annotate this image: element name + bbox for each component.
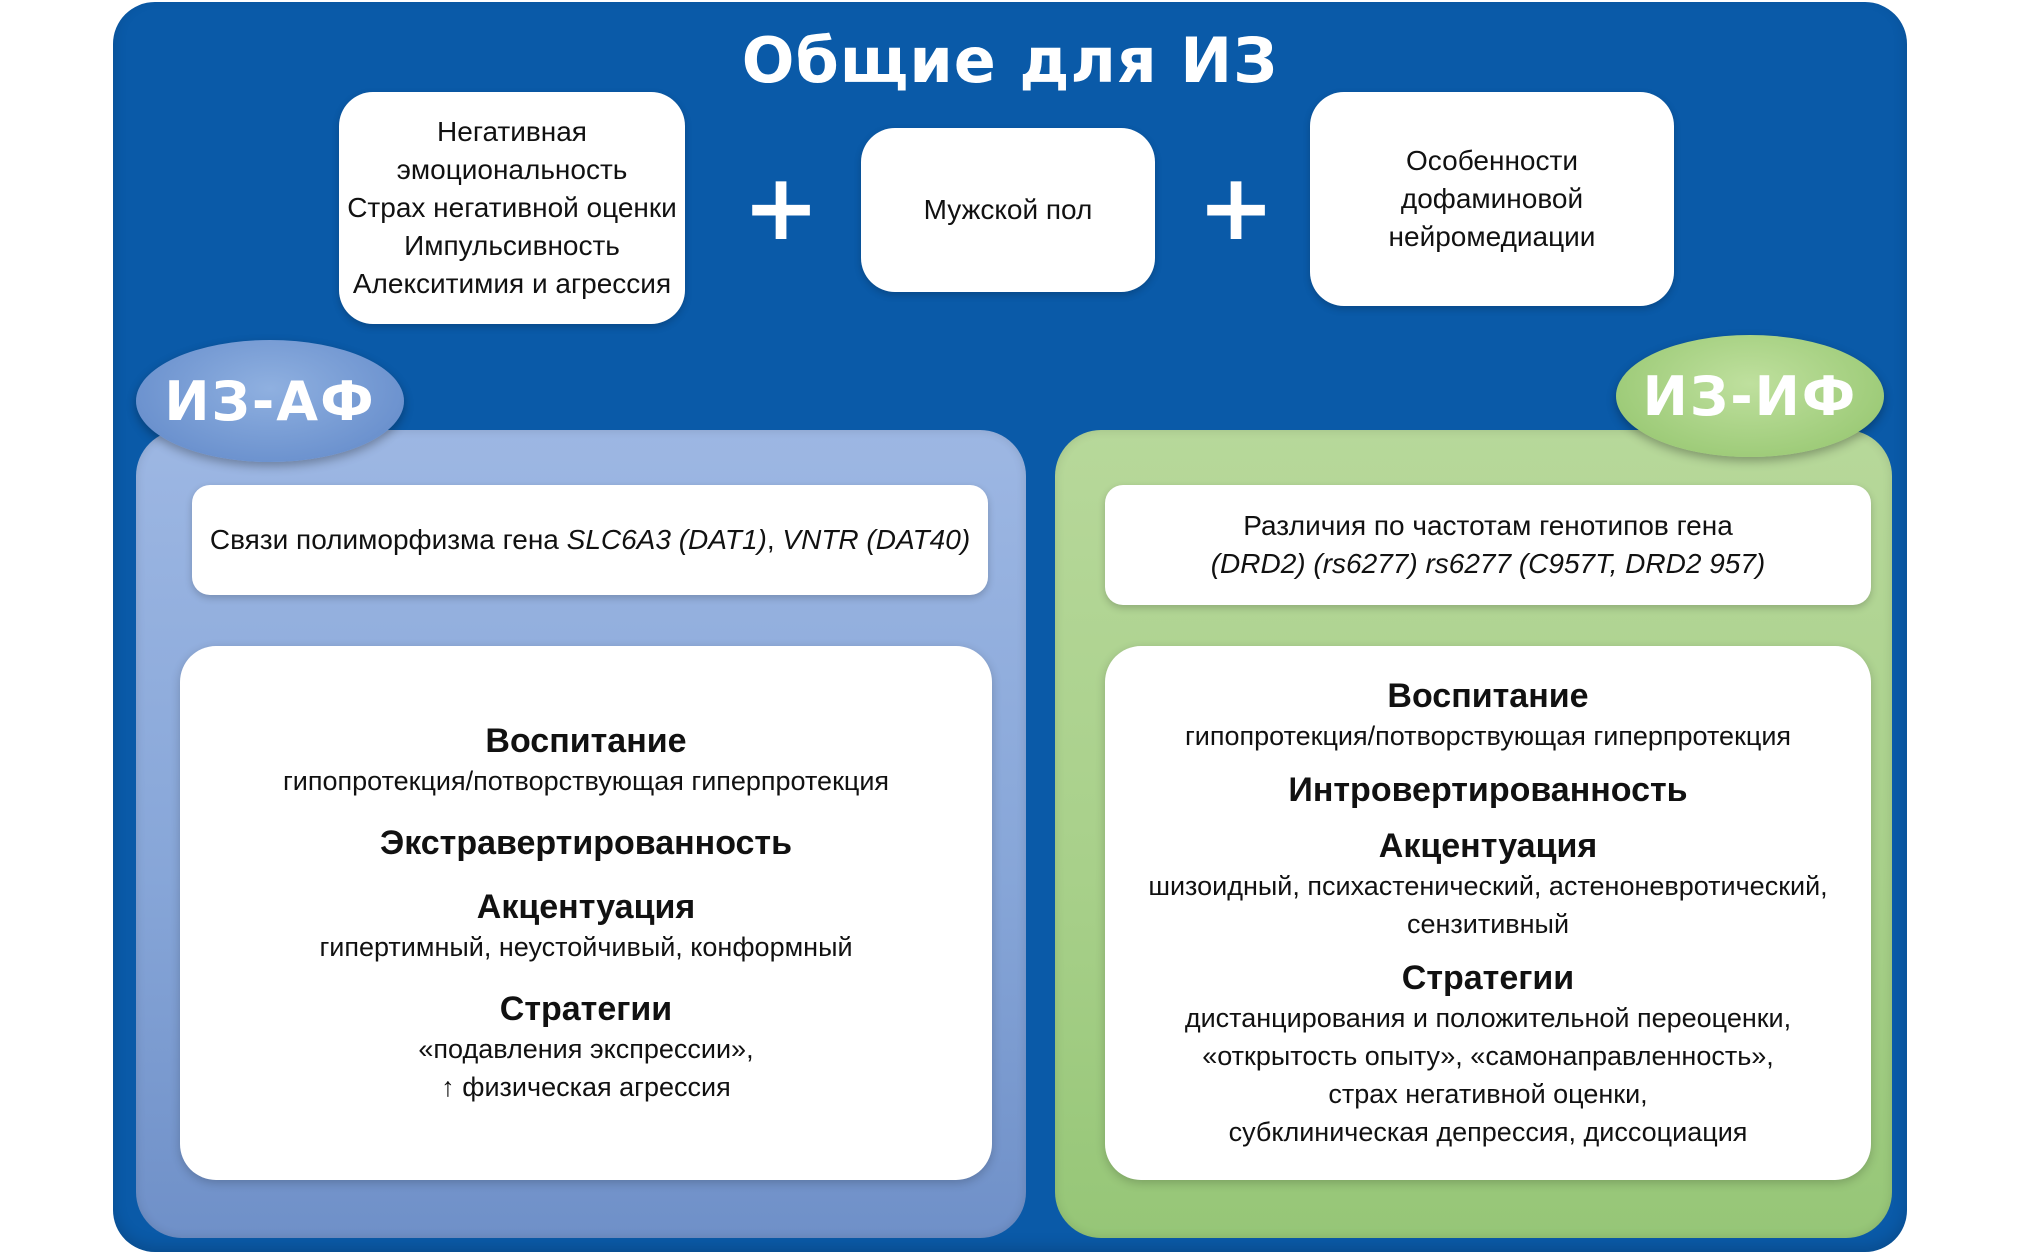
if-traits-box — [1105, 646, 1871, 1180]
if-label-badge: ИЗ-ИФ — [1616, 335, 1884, 457]
section-heading: Воспитание — [485, 722, 687, 760]
page-title: Общие для ИЗ — [741, 24, 1279, 97]
af-gene-box — [192, 485, 988, 595]
af-upbringing-section — [180, 720, 992, 800]
section-heading: Акцентуация — [476, 888, 696, 926]
section-text: шизоидный, психастенический, астеноневротический, сензитивный — [1148, 871, 1828, 939]
if-upbringing-section — [1105, 675, 1871, 755]
if-introversion-section — [1105, 769, 1871, 811]
if-accentuation-section — [1105, 825, 1871, 943]
common-factor-dopamine: Особенности дофаминовой нейромедиации — [1310, 92, 1674, 306]
section-text: гипопротекция/потворствующая гиперпротекция — [1184, 721, 1792, 751]
plus-icon: + — [742, 154, 820, 261]
if-gene-line: Различия по частотам генотипов гена — [1243, 510, 1733, 541]
section-text: «подавления экспрессии», ↑ физическая агрессия — [418, 1034, 754, 1102]
af-traits-box — [180, 646, 992, 1180]
common-factor-emotionality: Негативная эмоциональность Страх негативной оценки Импульсивность Алекситимия и агрессия — [339, 92, 685, 324]
section-heading: Интровертированность — [1288, 771, 1688, 809]
section-text: гипертимный, неустойчивый, конформный — [319, 932, 853, 962]
common-factor-male-sex: Мужской пол — [861, 128, 1155, 292]
section-heading: Стратегии — [1401, 959, 1575, 997]
section-heading: Акцентуация — [1378, 827, 1598, 865]
af-label-badge: ИЗ-АФ — [136, 340, 404, 462]
section-text: гипопротекция/потворствующая гиперпротекция — [282, 766, 890, 796]
if-gene-box — [1105, 485, 1871, 605]
af-accentuation-section — [180, 886, 992, 966]
section-heading: Стратегии — [499, 990, 673, 1028]
if-strategies-section — [1105, 957, 1871, 1151]
plus-icon: + — [1197, 154, 1275, 261]
section-heading: Воспитание — [1387, 677, 1589, 715]
if-gene-line-italic: (DRD2) (rs6277) rs6277 (C957T, DRD2 957) — [1210, 548, 1766, 579]
section-heading: Экстравертированность — [380, 824, 792, 862]
section-text: дистанцирования и положительной переоценки, «открытость опыту», «самонаправленность», страх негативной оценки, субклиническая депрессия, диссоциация — [1184, 1003, 1792, 1147]
af-gene-text: Связи полиморфизма гена SLC6A3 (DAT1), VNTR (DAT40) — [209, 524, 971, 555]
af-extraversion-section — [180, 822, 992, 864]
af-strategies-section — [180, 988, 992, 1106]
